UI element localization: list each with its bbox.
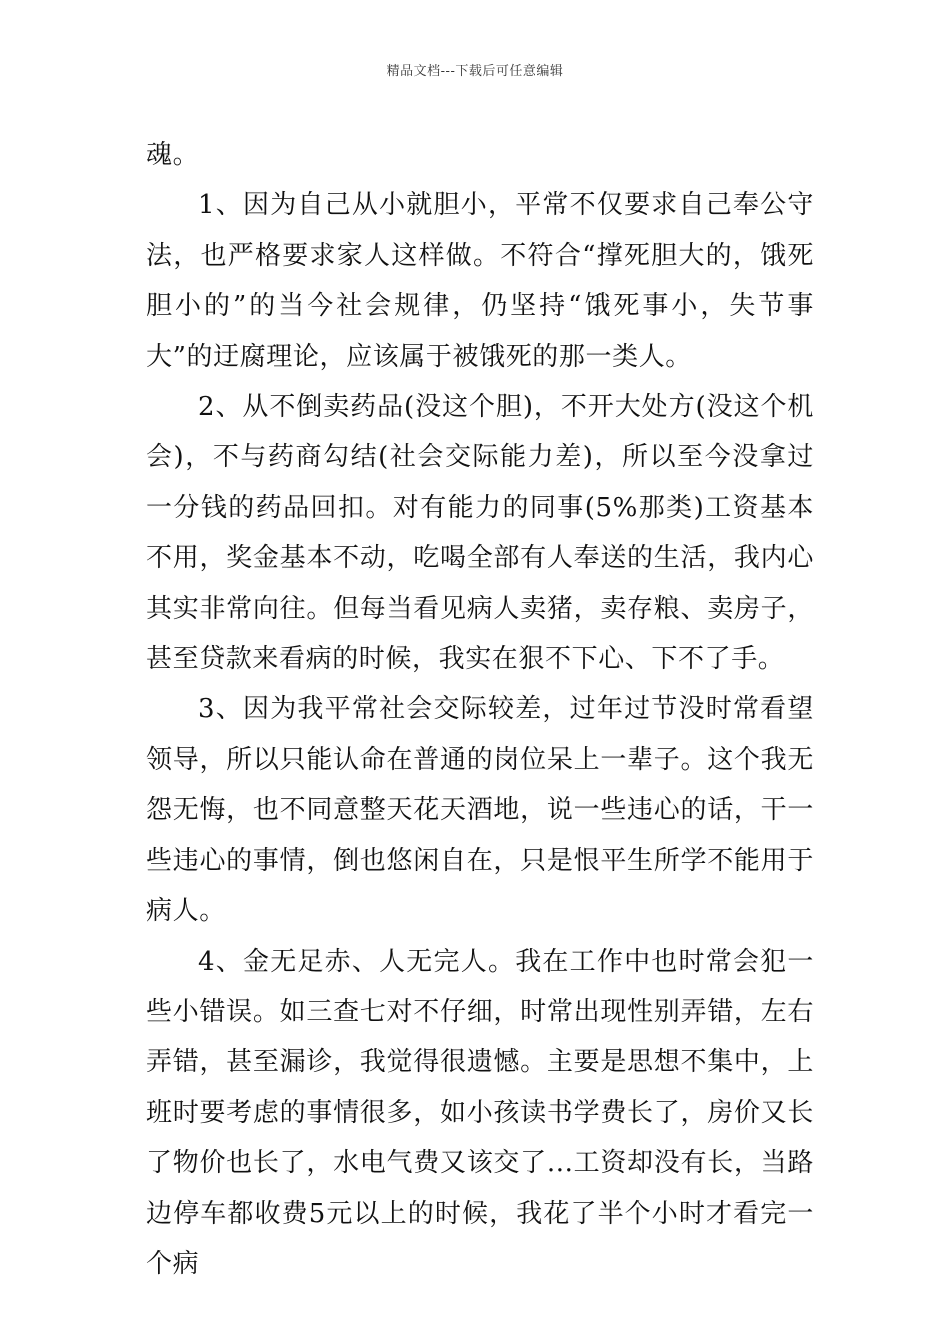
paragraph-item-1: 1、因为自己从小就胆小，平常不仅要求自己奉公守法，也严格要求家人这样做。不符合“撑死胆大的，饿死胆小的”的当今社会规律，仍坚持“饿死事小，失节事大”的迂腐理论，应该属于被饿死的那一类人。 <box>146 190 814 372</box>
paragraph-item-4: 4、金无足赤、人无完人。我在工作中也时常会犯一些小错误。如三查七对不仔细，时常出现性别弄错，左右弄错，甚至漏诊，我觉得很遗憾。主要是思想不集中，上班时要考虑的事情很多，如小孩读书学费长了，房价又长了物价也长了，水电气费又该交了...工资却没有长，当路边停车都收费5元以上的时候，我花了半个小时才看完一个病 <box>146 946 814 1279</box>
paragraph-item-3: 3、因为我平常社会交际较差，过年过节没时常看望领导，所以只能认命在普通的岗位呆上一辈子。这个我无怨无悔，也不同意整天花天酒地，说一些违心的话，干一些违心的事情，倒也悠闲自在，只是恨平生所学不能用于病人。 <box>146 694 814 927</box>
document-body <box>146 130 814 1289</box>
paragraph-continuation: 魂。 <box>146 140 200 170</box>
page-header: 精品文档---下载后可任意编辑 <box>386 64 564 79</box>
paragraph-item-2: 2、从不倒卖药品(没这个胆)，不开大处方(没这个机会)，不与药商勾结(社会交际能力差)，所以至今没拿过一分钱的药品回扣。对有能力的同事(5%那类)工资基本不用，奖金基本不动，吃喝全部有人奉送的生活，我内心其实非常向往。但每当看见病人卖猪，卖存粮、卖房子，甚至贷款来看病的时候，我实在狠不下心、下不了手。 <box>146 392 814 675</box>
